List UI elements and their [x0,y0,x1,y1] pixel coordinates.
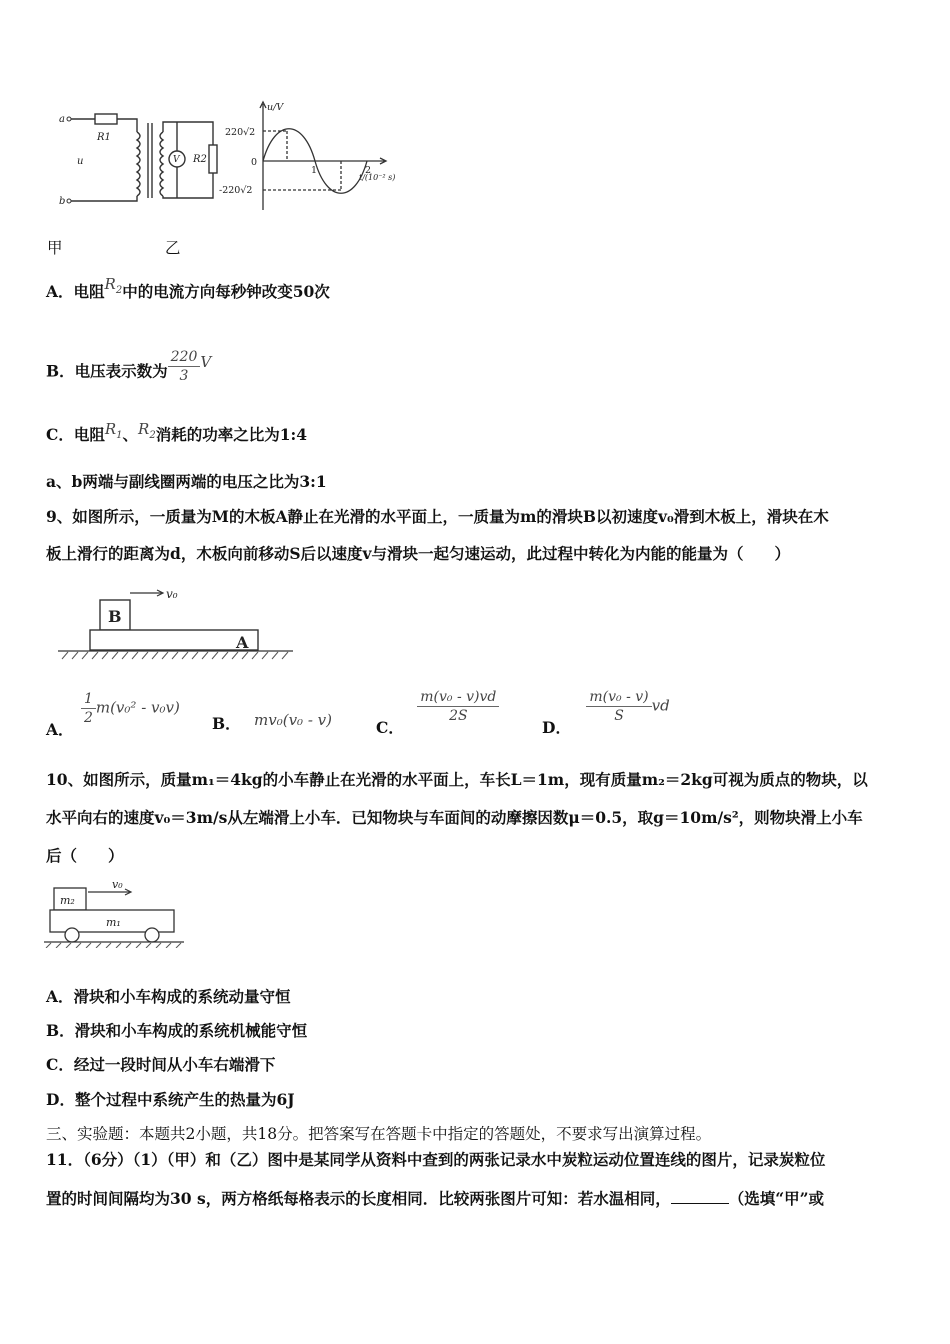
graph-y-bottom: -220√2 [219,185,253,196]
graph-y-top: 220√2 [225,127,256,138]
q10-option-a: A．滑块和小车构成的系统动量守恒 [46,987,291,1006]
section-3-heading: 三、实验题：本题共2小题，共18分。把答案写在答题卡中指定的答题处，不要求写出演算过程。 [46,1125,712,1143]
cart-m1-label: m₁ [106,916,121,929]
block-m2-label: m₂ [60,894,75,907]
figure-transformer-and-graph [55,98,415,216]
arrow-v0-label-q10: v₀ [112,878,123,891]
board-a-label: A [236,633,249,652]
q9-option-c: C． $\frac{\text{m(v₀ - v)vd}}{2S}$ [376,688,499,725]
block-b-label: B [108,607,122,626]
label-a: a [59,114,65,125]
label-r1: R1 [97,132,111,143]
q10-option-c: C．经过一段时间从小车右端滑下 [46,1055,276,1074]
graph-tick-1: 1 [311,165,318,176]
graph-tick-2: 2 [365,165,372,176]
q10-stem-line2: 水平向右的速度v₀＝3m/s从左端滑上小车．已知物块与车面间的动摩擦因数μ＝0.5，取g＝10m/s²，则物块滑上小车 [46,808,863,827]
q8-option-d: a、b两端与副线圈两端的电压之比为3:1 [46,472,327,491]
label-b: b [59,196,66,207]
q8-option-c: C．电阻$R_1$、$R_2$消耗的功率之比为1:4 [46,420,308,444]
q10-stem-line1: 10、如图所示，质量m₁＝4kg的小车静止在光滑的水平面上，车长L＝1m，现有质量m₂＝2kg可视为质点的物块，以 [46,770,868,789]
voltage-graph [260,102,386,210]
caption-jia: 甲 [47,239,63,257]
figure-board-block [58,582,298,664]
q11-stem-line1: 11．（6分）（1）（甲）和（乙）图中是某同学从资料中查到的两张记录水中炭粒运动位置连线的图片，记录炭粒位 [46,1150,826,1169]
graph-y-label: u/V [267,102,284,113]
terminal-a [67,117,71,121]
q9-stem-line1: 9、如图所示，一质量为M的木板A静止在光滑的水平面上，一质量为m的滑块B以初速度v₀滑到木板上，滑块在木 [46,507,829,526]
q9-stem-line2: 板上滑行的距离为d，木板向前移动S后以速度v与滑块一起匀速运动，此过程中转化为内能的能量为（ ） [46,544,791,563]
q10-stem-line3: 后（ ） [46,846,124,865]
q8-option-b: B．电压表示数为 $\frac{220}{3}$ V [46,349,212,384]
q10-option-d: D．整个过程中系统产生的热量为6J [46,1090,295,1109]
caption-yi: 乙 [165,239,181,257]
label-r2: R2 [193,154,207,165]
q9-option-a: A． $\frac{1}{2}$ m(v₀² - v₀v) [46,691,180,739]
q9-option-d: D． $\frac{\text{m(v₀ - v)}}{S}$ vd [542,689,670,737]
arrow-v0-label: v₀ [166,587,178,601]
q9-option-b: B． mv₀(v₀ - v) [212,711,332,733]
voltmeter-symbol: V [173,155,180,165]
q11-stem-line2: 置的时间间隔均为30 s，两方格纸每格表示的长度相同．比较两张图片可知：若水温相同， （选填“甲”或 [46,1189,825,1208]
q11-answer-blank[interactable] [671,1187,729,1204]
q8-option-a: A．电阻$R_2$中的电流方向每秒钟改变50次 [46,275,330,301]
q10-option-b: B．滑块和小车构成的系统机械能守恒 [46,1021,308,1040]
terminal-b [67,199,71,203]
graph-x-label: t/(10⁻² s) [359,173,396,182]
label-u: u [77,156,84,167]
figure-cart-block [44,876,186,948]
graph-origin: 0 [251,157,258,168]
